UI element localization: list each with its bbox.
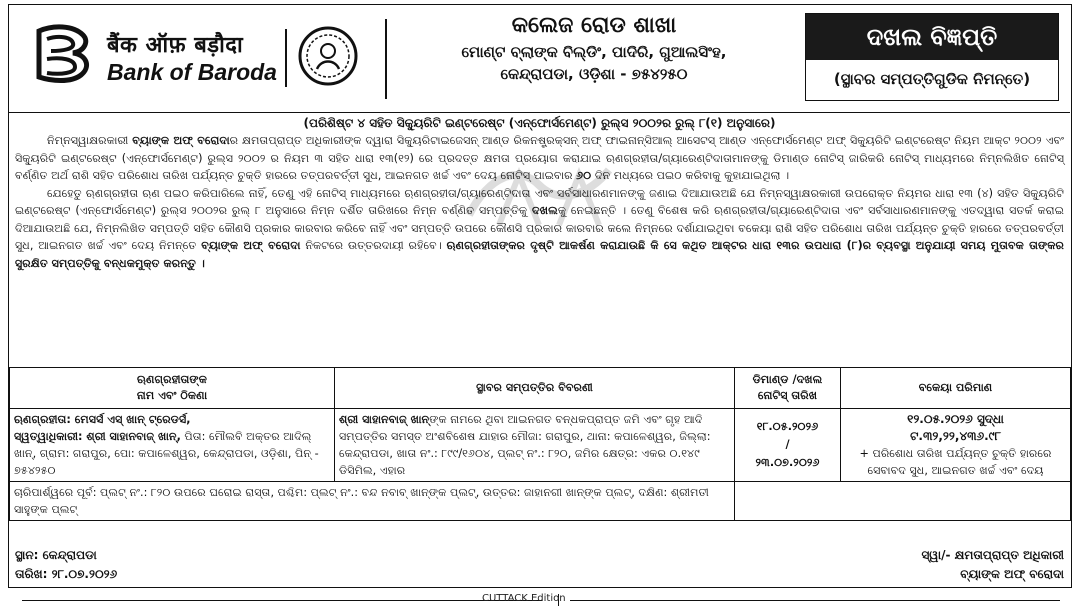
demand-date: ୧୮.୦୫.୨୦୨୬ <box>756 420 819 433</box>
p1-pre: ନିମ୍ନସ୍ୱାକ୍ଷରକାରୀ <box>47 134 133 147</box>
proprietor-name: ଶ୍ରୀ ସାହାନବାଜ୍ ଖାନ୍, <box>86 430 181 443</box>
header-divider <box>385 19 387 99</box>
bank-name-hindi: बैंक ऑफ़ बड़ौदा <box>107 32 244 58</box>
notice-title: ଦଖଲ ବିଜ୍ଞପ୍ତି <box>806 14 1058 60</box>
p1-post: ଦିନ ମଧ୍ୟରେ ପଇଠ କରିବାକୁ କୁହାଯାଇଥିଲା । <box>591 169 790 182</box>
property-details-table <box>9 367 1071 521</box>
rule-reference: (ପରିଶିଷ୍ଟ ୪ ସହିତ ସିକ୍ୟୁରିଟି ଇଣ୍ଟରେଷ୍ଟ (ଏନ୍‌ଫୋର୍ସମେଣ୍ଟ) ରୁଲ୍ସ ୨୦୦୨ର ରୁଲ୍ ୮(୧) ଅନୁସାରେ) <box>303 116 776 130</box>
notice-header <box>9 5 1070 113</box>
p2-pre: ଯେହେତୁ ଋଣଗ୍ରହୀତା ଋଣ ପଇଠ କରିପାରିଲେ ନାହିଁ, ତେଣୁ ଏହି ନୋଟିସ୍ ମାଧ୍ୟମରେ ଋଣଗ୍ରହୀତା/ଗ୍ୟାରେଣ୍ଟିଦାତା ଏବଂ ସର୍ବସାଧାରଣମାନଙ୍କୁ ଜଣାଇ ଦିଆଯାଉଅଛି ଯେ ନିମ୍ନସ୍ୱାକ୍ଷରକାରୀ ଉପରୋକ୍ତ ନିୟମର ଧାରା ୧୩ (୪) ସହିତ ସିକ୍ୟୁରିଟି ଇଣ୍ଟରେଷ୍ଟ (ଏନ୍‌ଫୋର୍ସମେଣ୍ଟ) ରୁଲ୍ସ ୨୦୦୨ର ରୁଲ୍ ୮ ଅନୁସାରେ ନିମ୍ନ ଦର୍ଶିତ ତାରିଖରେ ନିମ୍ନ ବର୍ଣ୍ଣିତ ସମ୍ପତ୍ତିକୁ <box>15 186 1064 217</box>
borrower-label: ଋଣଗ୍ରହୀତା: <box>14 413 75 426</box>
clipping-caption: CUTTACK Edition <box>482 593 566 604</box>
property-owner: ଶ୍ରୀ ସାହାନବାଜ୍ ଖାନ୍ <box>339 413 430 426</box>
branch-address-line1: ମୋଣ୍ଟ ବ୍ଲାଙ୍କ ବିଲ୍ଡିଂ, ପାଦିରି, ଗୁଆଲସିଂହ, <box>461 43 727 61</box>
date-label: ତାରିଖ: ୨୮.୦୭.୨୦୨୬ <box>15 567 118 581</box>
clipping-line-left <box>22 600 542 601</box>
p2-post: ନିକଟରେ ଉତ୍ତରଦାୟୀ ରହିବେ। <box>300 239 447 252</box>
header-dates-line2: ନୋଟିସ୍ ତାରିଖ <box>757 389 818 402</box>
signature-block <box>921 546 1064 584</box>
header-amount: ବକେୟା ପରିମାଣ <box>841 368 1071 409</box>
bank-of-baroda-logo-icon <box>33 21 99 87</box>
borrower-address: ପିତା: ମୌଲବି ଅକ୍ତର ଆଦିଲ୍ ଖାନ୍, ଗ୍ରାମ: ଗରାପୁର, ପୋ: କପାଳେଶ୍ୱର, କେନ୍ଦ୍ରାପଡା, ଓଡ଼ିଶା, ପିନ୍ - ୭୫୪୨୫୦ <box>14 430 319 477</box>
p1-mid: ର କ୍ଷମତାପ୍ରାପ୍ତ ଅଧିକାରୀଙ୍କ ଦ୍ୱାରା ସିକ୍ୟୁରିଟାଇଜେସନ୍ ଆଣ୍ଡ ରିକନଷ୍ଟ୍ରକ୍ସନ୍ ଅଫ୍ ଫାଇନାନ୍ସିଆଲ୍ ଆସେଟସ୍ ଆଣ୍ଡ ଏନ୍‌ଫୋର୍ସମେଣ୍ଟ ଅଫ୍ ସିକ୍ୟୁରିଟି ଇଣ୍ଟରେଷ୍ଟ ନିୟମ ଆକ୍ଟ ୨୦୦୨ ଏବଂ ସିକ୍ୟୁରିଟି ଇଣ୍ଟରେଷ୍ଟ (ଏନ୍‌ଫୋର୍ସମେଣ୍ଟ) ରୁଲ୍ସ ୨୦୦୨ ର ନିୟମ ୩ ସହିତ ଧାରା ୧୩(୧୨) ରେ ପ୍ରଦତ୍ତ କ୍ଷମତା ପ୍ରୟୋଗ କରାଯାଇ ଋଣଗ୍ରହୀତା/ଗ୍ୟାରେଣ୍ଟିଦାତାମାନଙ୍କୁ ଡିମାଣ୍ଡ ନୋଟିସ୍ ଜାରିକରି ନୋଟିସ୍ ମାଧ୍ୟମରେ ନିମ୍ନଲିଖିତ ନୋଟିସ୍ ବର୍ଣ୍ଣିତ ଅର୍ଥ ରାଶି ସହିତ ପରିଶୋଧ ତାରିଖ ପର୍ଯ୍ୟନ୍ତ ଚୁକ୍ତି ହାରରେ ତତ୍ପରବର୍ତ୍ତୀ ସୁଧ, ଆଇନଗତ ଖର୍ଚ୍ଚ ଏବଂ ଦେୟ ନୋଟିସ୍ ପାଇବାର <box>15 134 1064 182</box>
notice-subtitle: (ସ୍ଥାବର ସମ୍ପତ୍ତିଗୁଡିକ ନିମନ୍ତେ) <box>833 70 1031 88</box>
place-date-block <box>15 546 117 584</box>
boundaries-empty-cell <box>735 482 1071 521</box>
possession-date: ୨୩.୦୭.୨୦୨୬ <box>755 456 820 469</box>
clipping-edge <box>22 594 1062 611</box>
bank-logo-block <box>23 15 383 101</box>
p1-days: ୬୦ <box>576 169 592 182</box>
place-label: ସ୍ଥାନ: କେନ୍ଦ୍ରାପଡା <box>15 548 97 562</box>
header-borrower-line2: ନାମ ଏବଂ ଠିକଣା <box>136 389 208 402</box>
header-borrower <box>10 368 335 409</box>
clipping-line-right <box>570 600 1060 601</box>
amount-value: ଟ.୩୨,୨୨,୪୩୬.୯୮ <box>910 429 1001 443</box>
p2-bank: ବ୍ୟାଙ୍କ ଅଫ୍ ବରୋଦା <box>201 239 301 252</box>
signature-line2: ବ୍ୟାଙ୍କ ଅଫ୍ ବରୋଦା <box>960 567 1064 581</box>
outstanding-amount-cell <box>841 409 1071 482</box>
baroda-sun-emblem-icon <box>297 25 359 87</box>
branch-address-line2: କେନ୍ଦ୍ରାପଡା, ଓଡ଼ିଶା - ୭୫୪୨୫୦ <box>500 65 688 83</box>
table-header-row <box>10 368 1071 409</box>
p1-bank: ବ୍ୟାଙ୍କ ଅଫ୍ ବରୋଦା <box>132 134 230 147</box>
possession-notice <box>8 4 1072 588</box>
branch-name: କଲେଜ ରୋଡ ଶାଖା <box>511 13 677 38</box>
header-borrower-line1: ଋଣଗ୍ରହୀତାଙ୍କ <box>137 373 207 386</box>
bank-name-english: Bank of Baroda <box>107 59 277 85</box>
newspaper-watermark-icon <box>459 155 619 235</box>
p2-attention: ଋଣଗ୍ରହୀତାଙ୍କର ଦୃଷ୍ଟି ଆକର୍ଷଣ କରାଯାଉଛି କି ସେ କଥିତ ଆକ୍ଟର ଧାରା ୧୩ର ଉପଧାରା (୮)ର ବ୍ୟବସ୍ଥା ଅନୁଯାୟୀ ସମୟ ମୁତାବକ ତାଙ୍କର ସୁରକ୍ଷିତ ସମ୍ପତ୍ତିକୁ ବନ୍ଧକମୁକ୍ତ କରନ୍ତୁ । <box>15 239 1064 270</box>
amount-note: + ପରିଶୋଧ ତାରିଖ ପର୍ଯ୍ୟନ୍ତ ଚୁକ୍ତି ହାରରେ ସେବାବଦ ସୁଧ, ଆଇନଗତ ଖର୍ଚ୍ଚ ଏବଂ ଦେୟ <box>859 447 1052 477</box>
p2-possession: ଦଖଲ <box>532 204 558 217</box>
notice-footer <box>9 543 1070 588</box>
borrower-name: ମେସର୍ସ ଏସ୍ ଖାନ୍ ଟ୍ରେଡର୍ସ, <box>74 413 191 426</box>
borrower-cell <box>10 409 335 482</box>
header-property: ସ୍ଥାବର ସମ୍ପତ୍ତିର ବିବରଣୀ <box>335 368 735 409</box>
header-dates-line1: ଡିମାଣ୍ଡ /ଦଖଲ <box>752 373 823 386</box>
property-description: ଙ୍କ ନାମରେ ଥିବା ଆଇନଗତ ବନ୍ଧକପ୍ରାପ୍ତ ଜମି ଏବଂ ଗୃହ ଆଦି ସମ୍ପତ୍ତିର ସମସ୍ତ ଅଂଶବିଶେଷ ଯାହାର ମୌଜା: ଗରାପୁର, ଥାନା: କପାଳେଶ୍ୱର, ଜିଲ୍ଲା: କେନ୍ଦ୍ରାପଡା, ଖାତା ନଂ.: ୮୯୯/୧୬୦୪, ପ୍ଲଟ୍ ନଂ.: ୮୨୦, ଜମିର କ୍ଷେତ୍ର: ଏକର ୦.୧୪୯ ଡିସିମିଲ, ଏହାର <box>339 413 711 477</box>
boundaries-row <box>10 482 1071 521</box>
p2-mid: କୁ ନେଇଛନ୍ତି । ତେଣୁ ବିଶେଷ କରି ଋଣଗ୍ରହୀତା/ଗ୍ୟାରେଣ୍ଟିଦାତା ଏବଂ ସର୍ବସାଧାରଣମାନଙ୍କୁ ଏତଦ୍ୱାରା ସତର୍କ କରାଇ ଦିଆଯାଉଅଛି ଯେ, ନିମ୍ନଲିଖିତ ସମ୍ପତ୍ତି ସହିତ କୌଣସି ପ୍ରକାର କାରବାର କରିବେ ନାହିଁ ଏବଂ ସମ୍ପତ୍ତି ଉପରେ କୌଣସି ପ୍ରକାର କାରବାର କଲେ ନିମ୍ନରେ ଦର୍ଶାଯାଇଥିବା ବକେୟା ରାଶି ସହିତ ପରିଶୋଧ ତାରିଖ ପର୍ଯ୍ୟନ୍ତ ଚୁକ୍ତି ହାରରେ ତତ୍ପରବର୍ତ୍ତୀ ସୁଧ, ଆଇନଗତ ଖର୍ଚ୍ଚ ଏବଂ ଦେୟ ନିମନ୍ତେ <box>15 204 1065 252</box>
notice-title-box <box>805 13 1059 101</box>
amount-as-of: ୧୨.୦୫.୨୦୨୬ ସୁଦ୍ଧା <box>907 412 1004 426</box>
proprietor-label: ସ୍ୱତ୍ୱାଧିକାରୀ: <box>14 430 87 443</box>
property-boundaries: ଚାରିପାର୍ଶ୍ୱରେ ପୂର୍ବ: ପ୍ଲଟ୍ ନଂ.: ୮୨୦ ଉପରେ ଘରୋଇ ରାସ୍ତା, ପଶ୍ଚିମ: ପ୍ଲଟ୍ ନଂ.: ବନ୍ଦ ନବାବ୍ ଖାନ୍‌ଙ୍କ ପ୍ଲଟ୍, ଉତ୍ତର: ଜାହାନଗୀ ଖାନ୍‌ଙ୍କ ପ୍ଲଟ୍, ଦକ୍ଷିଣ: ଶ୍ରୀମତୀ ସାହୁଙ୍କ ପ୍ଲଟ୍ <box>10 482 735 521</box>
branch-info <box>404 11 784 85</box>
notice-dates-cell <box>735 409 841 482</box>
header-dates <box>735 368 841 409</box>
property-description-cell <box>335 409 735 482</box>
table-row <box>10 409 1071 482</box>
signature-line1: ସ୍ୱା/- କ୍ଷମତାପ୍ରାପ୍ତ ଅଧିକାରୀ <box>921 548 1064 562</box>
date-separator: / <box>785 438 790 451</box>
logo-divider <box>285 29 287 87</box>
